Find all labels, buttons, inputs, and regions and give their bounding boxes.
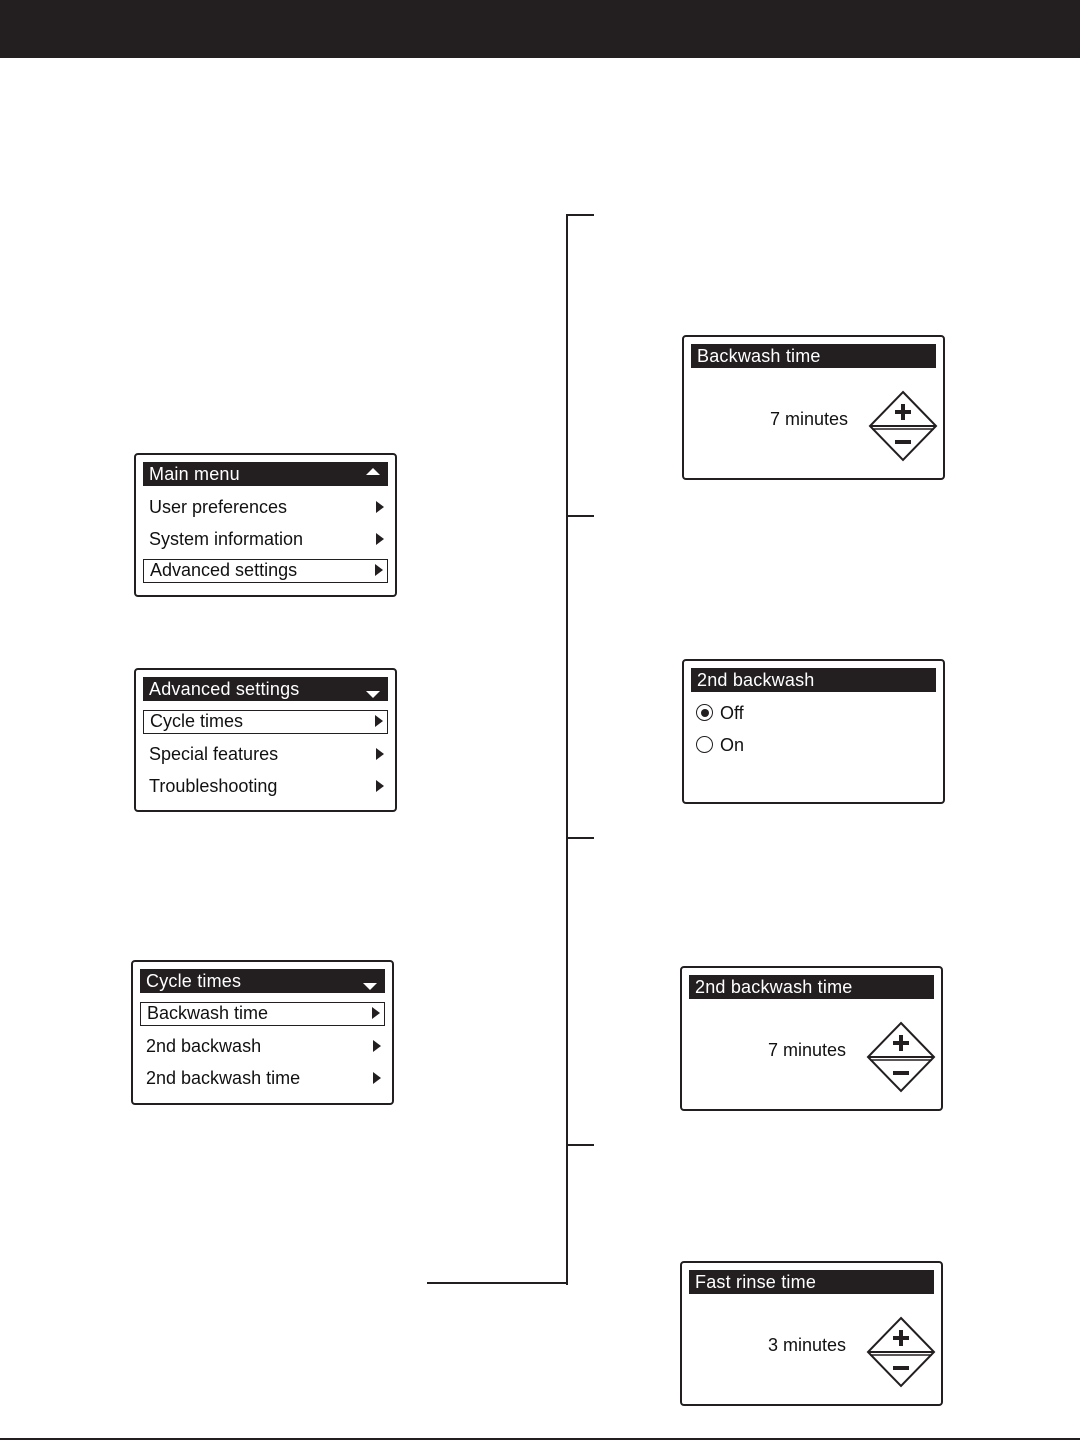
- menu-item-label: Backwash time: [147, 1003, 269, 1023]
- chevron-right-icon: [375, 715, 383, 727]
- menu-item-advanced-settings[interactable]: [143, 559, 388, 583]
- plus-minus-adjust-icon[interactable]: [866, 1021, 936, 1093]
- plus-minus-adjust-icon[interactable]: [868, 390, 938, 462]
- chevron-right-icon: [375, 564, 383, 576]
- second-backwash-time-title-text: 2nd backwash time: [695, 977, 853, 997]
- menu-item-system-information[interactable]: [143, 527, 388, 551]
- chevron-right-icon: [376, 748, 384, 760]
- chevron-right-icon: [376, 533, 384, 545]
- arrow-down-icon[interactable]: [366, 691, 380, 698]
- connector-branch-2nd-backwash-time: [566, 837, 594, 839]
- connector-from-cycle-times: [427, 1282, 568, 1284]
- second-backwash-screen: [682, 659, 945, 804]
- connector-trunk: [566, 214, 568, 1285]
- menu-item-special-features[interactable]: [143, 742, 388, 766]
- menu-item-backwash-time[interactable]: [140, 1002, 385, 1026]
- fast-rinse-time-title: [689, 1270, 934, 1294]
- backwash-time-value: 7 minutes: [770, 409, 849, 429]
- header-bar: [0, 0, 1080, 58]
- menu-item-label: 2nd backwash: [146, 1036, 262, 1056]
- radio-checked-icon[interactable]: [696, 704, 713, 721]
- second-backwash-title-text: 2nd backwash: [697, 670, 815, 690]
- cycle-times-title-text: Cycle times: [146, 971, 242, 991]
- bottom-rule: [0, 1438, 1080, 1440]
- radio-on[interactable]: [696, 733, 744, 757]
- menu-item-label: Advanced settings: [150, 560, 298, 580]
- menu-item-2nd-backwash-time[interactable]: [140, 1066, 385, 1090]
- menu-item-label: Troubleshooting: [149, 776, 278, 796]
- menu-item-2nd-backwash[interactable]: [140, 1034, 385, 1058]
- chevron-right-icon: [372, 1007, 380, 1019]
- radio-off[interactable]: [696, 701, 744, 725]
- plus-minus-adjust-icon[interactable]: [866, 1316, 936, 1388]
- radio-unchecked-icon[interactable]: [696, 736, 713, 753]
- main-menu-title-text: Main menu: [149, 464, 240, 484]
- arrow-up-icon[interactable]: [366, 468, 380, 475]
- menu-item-label: User preferences: [149, 497, 288, 517]
- main-menu-title: [143, 462, 388, 486]
- radio-label: Off: [720, 703, 744, 723]
- menu-item-label: System information: [149, 529, 304, 549]
- connector-branch-2nd-backwash: [566, 515, 594, 517]
- backwash-time-title-text: Backwash time: [697, 346, 821, 366]
- fast-rinse-time-title-text: Fast rinse time: [695, 1272, 817, 1292]
- second-backwash-time-screen: [680, 966, 943, 1111]
- fast-rinse-time-screen: [680, 1261, 943, 1406]
- chevron-right-icon: [373, 1040, 381, 1052]
- menu-item-label: Cycle times: [150, 711, 244, 731]
- cycle-times-screen: [131, 960, 394, 1105]
- chevron-right-icon: [376, 780, 384, 792]
- menu-item-cycle-times[interactable]: [143, 710, 388, 734]
- advanced-settings-title-text: Advanced settings: [149, 679, 300, 699]
- chevron-right-icon: [373, 1072, 381, 1084]
- advanced-settings-title: [143, 677, 388, 701]
- menu-item-troubleshooting[interactable]: [143, 774, 388, 798]
- backwash-time-screen: [682, 335, 945, 480]
- menu-item-label: Special features: [149, 744, 279, 764]
- cycle-times-title: [140, 969, 385, 993]
- menu-item-user-preferences[interactable]: [143, 495, 388, 519]
- connector-branch-fast-rinse-time: [566, 1144, 594, 1146]
- connector-branch-backwash-time: [566, 214, 594, 216]
- menu-item-label: 2nd backwash time: [146, 1068, 301, 1088]
- chevron-right-icon: [376, 501, 384, 513]
- second-backwash-title: [691, 668, 936, 692]
- second-backwash-time-value: 7 minutes: [768, 1040, 847, 1060]
- radio-label: On: [720, 735, 745, 755]
- arrow-down-icon[interactable]: [363, 983, 377, 990]
- backwash-time-title: [691, 344, 936, 368]
- main-menu-screen: [134, 453, 397, 597]
- fast-rinse-time-value: 3 minutes: [768, 1335, 847, 1355]
- advanced-settings-screen: [134, 668, 397, 812]
- second-backwash-time-title: [689, 975, 934, 999]
